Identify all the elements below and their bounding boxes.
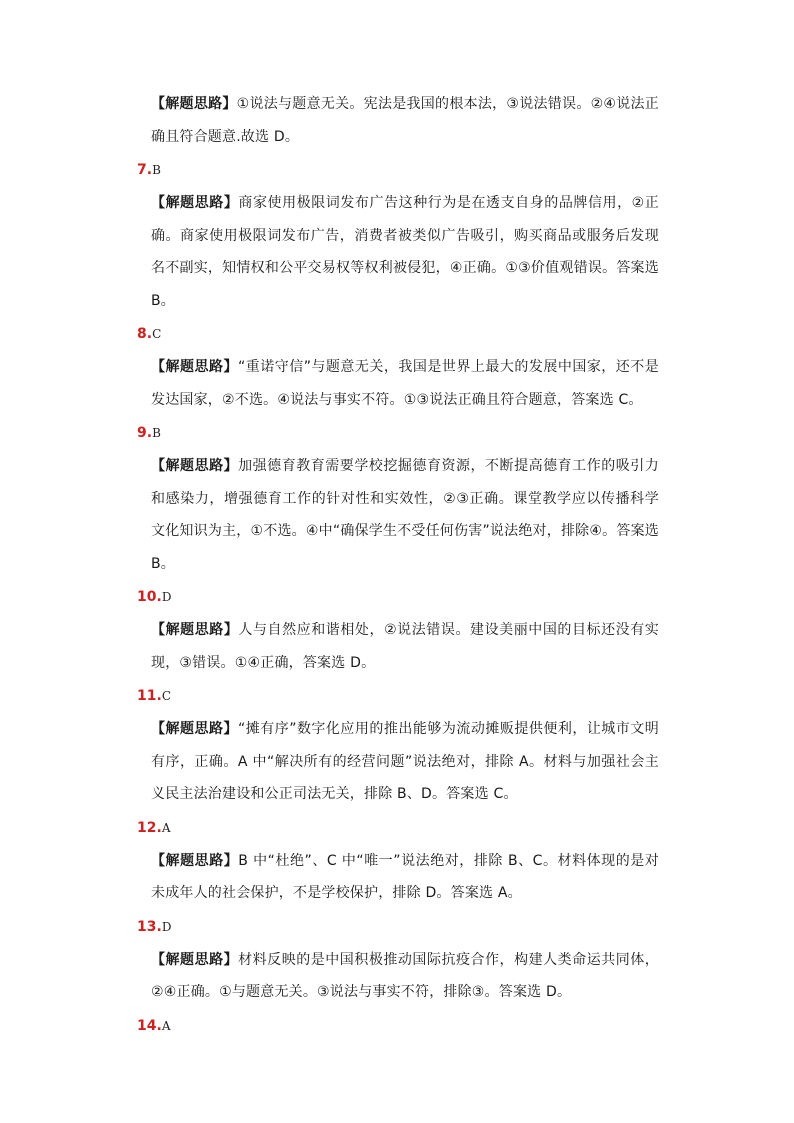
question-number: 13. xyxy=(137,918,162,935)
explanation-text: ①说法与题意无关。宪法是我国的根本法，③说法错误。②④说法正确且符合题意.故选 D。 xyxy=(151,96,660,145)
answer-explanations xyxy=(137,88,659,1043)
question-10 xyxy=(137,580,659,679)
tag-label: 【解题思路】 xyxy=(151,852,239,869)
tag-label: 【解题思路】 xyxy=(151,359,238,375)
explanation xyxy=(151,944,659,1009)
question-number: 10. xyxy=(137,589,162,605)
tag-label: 【解题思路】 xyxy=(151,951,239,968)
question-header xyxy=(137,317,659,351)
tag-label: 【解题思路】 xyxy=(151,622,239,638)
question-8 xyxy=(137,317,659,416)
question-header xyxy=(137,679,659,713)
question-header xyxy=(137,416,659,450)
explanation xyxy=(151,187,659,317)
explanation xyxy=(151,614,659,679)
question-11 xyxy=(137,679,659,811)
explanation-text: “重诺守信”与题意无关，我国是世界上最大的发展中国家，还不是发达国家，②不选。④说法与事实不符。①③说法正确且符合题意，答案选 C。 xyxy=(151,359,659,408)
tag-label: 【解题思路】 xyxy=(151,458,239,474)
question-answer: D xyxy=(161,919,172,934)
explanation-text: 商家使用极限词发布广告这种行为是在透支自身的品牌信用，②正确。商家使用极限词发布广告，消费者被类似广告吸引，购买商品或服务后发现名不副实，知情权和公平交易权等权利被侵犯，④正确。①③价值观错误。答案选 B。 xyxy=(151,195,659,309)
question-number: 12. xyxy=(137,819,162,836)
question-13 xyxy=(137,910,659,1009)
question-number: 14. xyxy=(137,1017,162,1034)
question-header xyxy=(137,811,659,845)
question-number: 7. xyxy=(137,162,153,178)
question-answer: A xyxy=(161,820,171,835)
explanation-text: B 中“杜绝”、C 中“唯一”说法绝对，排除 B、C。材料体现的是对未成年人的社会保护，不是学校保护，排除 D。答案选 A。 xyxy=(151,852,660,901)
question-answer: B xyxy=(152,163,161,177)
tag-label: 【解题思路】 xyxy=(151,721,238,737)
question-9 xyxy=(137,416,659,580)
explanation xyxy=(151,450,659,580)
question-number: 9. xyxy=(137,425,153,441)
question-header xyxy=(137,580,659,614)
question-12 xyxy=(137,811,659,910)
explanation-text: 材料反映的是中国积极推动国际抗疫合作，构建人类命运共同体，②④正确。①与题意无关。③说法与事实不符，排除③。答案选 D。 xyxy=(151,951,659,1000)
question-7 xyxy=(137,153,659,317)
explanation xyxy=(151,845,659,910)
question-answer: B xyxy=(152,426,161,440)
question-answer: A xyxy=(161,1018,171,1033)
question-header xyxy=(137,910,659,944)
question-header xyxy=(137,153,659,187)
explanation-text: 人与自然应和谐相处，②说法错误。建设美丽中国的目标还没有实现，③错误。①④正确，答案选 D。 xyxy=(151,622,659,671)
question-number: 11. xyxy=(137,688,162,704)
explanation-intro xyxy=(151,88,659,153)
question-answer: C xyxy=(152,327,162,341)
question-14 xyxy=(137,1009,659,1043)
question-number: 8. xyxy=(137,326,153,342)
question-header xyxy=(137,1009,659,1043)
question-answer: C xyxy=(161,689,171,703)
explanation xyxy=(151,351,659,416)
explanation xyxy=(151,713,659,811)
question-answer: D xyxy=(161,590,172,604)
explanation-text: 加强德育教育需要学校挖掘德育资源，不断提高德育工作的吸引力和感染力，增强德育工作的针对性和实效性，②③正确。课堂教学应以传播科学文化知识为主，①不选。④中“确保学生不受任何伤害”说法绝对，排除④。答案选 B。 xyxy=(151,458,659,572)
tag-label: 【解题思路】 xyxy=(151,195,239,211)
explanation-text: “摊有序”数字化应用的推出能够为流动摊贩提供便利，让城市文明有序，正确。A 中“解决所有的经营问题”说法绝对，排除 A。材料与加强社会主义民主法治建设和公正司法无关，排除 B、D。答案选 C。 xyxy=(151,721,659,802)
tag-label: 【解题思路】 xyxy=(151,96,237,112)
